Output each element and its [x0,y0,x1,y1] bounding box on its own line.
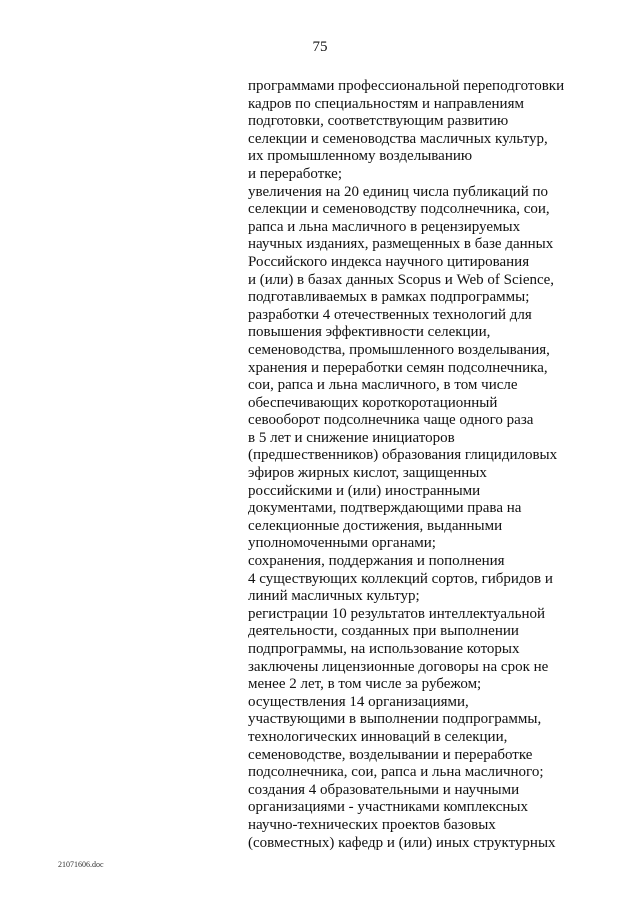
body-text [248,78,578,852]
text-line: создания 4 образовательными и научными [248,781,520,798]
text-line: их промышленному возделыванию [248,148,473,165]
text-line: (предшественников) образования глицидиловых [248,447,558,464]
text-line: подготавливаемых в рамках подпрограммы; [248,289,530,306]
text-line: Российского индекса научного цитирования [248,253,530,270]
text-line: семеноводстве, возделывании и переработке [248,746,533,763]
text-line: сохранения, поддержания и пополнения [248,553,505,570]
text-line: селекции и семеноводству подсолнечника, сои, [248,201,550,218]
text-line: повышения эффективности селекции, [248,324,491,341]
text-line: подсолнечника, сои, рапса и льна масличного; [248,764,544,781]
text-line: рапса и льна масличного в рецензируемых [248,218,521,235]
text-line: документами, подтверждающими права на [248,500,522,517]
text-line: (совместных) кафедр и (или) иных структурных [248,834,556,851]
text-line: селекции и семеноводства масличных культур, [248,130,548,147]
text-line: разработки 4 отечественных технологий для [248,306,532,323]
text-line: эфиров жирных кислот, защищенных [248,465,487,482]
text-line: менее 2 лет, в том числе за рубежом; [248,676,482,693]
text-line: обеспечивающих короткоротационный [248,394,498,411]
page-number: 75 [312,39,328,55]
text-line: семеноводства, промышленного возделывания, [248,341,550,358]
text-line: селекционные достижения, выданными [248,517,503,534]
text-line: 4 существующих коллекций сортов, гибридов и [248,570,553,587]
text-line: и (или) в базах данных Scopus и Web of Science, [248,271,555,288]
text-line: кадров по специальностям и направлениям [248,95,524,112]
text-line: научных изданиях, размещенных в базе данных [248,236,554,253]
text-line: программами профессиональной переподготовки [248,78,565,94]
text-line: организациями - участниками комплексных [248,799,528,816]
text-line: подпрограммы, на использование которых [248,641,520,657]
text-line: научно-технических проектов базовых [248,816,496,833]
text-line: российскими и (или) иностранными [248,482,481,499]
document-file-code: 21071606.doc [58,860,104,869]
text-line: в 5 лет и снижение инициаторов [248,429,455,446]
text-line: увеличения на 20 единиц числа публикаций по [248,183,549,200]
text-line: сои, рапса и льна масличного, в том числе [248,377,518,394]
text-line: уполномоченными органами; [248,535,436,552]
text-line: заключены лицензионные договоры на срок не [248,658,549,675]
text-line: линий масличных культур; [248,588,420,605]
text-line: севооборот подсолнечника чаще одного раза [248,412,534,429]
text-line: осуществления 14 организациями, [248,693,469,710]
text-line: подготовки, соответствующим развитию [248,113,509,130]
text-line: хранения и переработки семян подсолнечника, [248,359,548,376]
text-line: технологических инноваций в селекции, [248,728,508,745]
text-line: деятельности, созданных при выполнении [248,623,519,640]
text-line: и переработке; [248,165,343,182]
text-line: регистрации 10 результатов интеллектуальной [248,605,546,622]
text-line: участвующими в выполнении подпрограммы, [248,711,542,728]
